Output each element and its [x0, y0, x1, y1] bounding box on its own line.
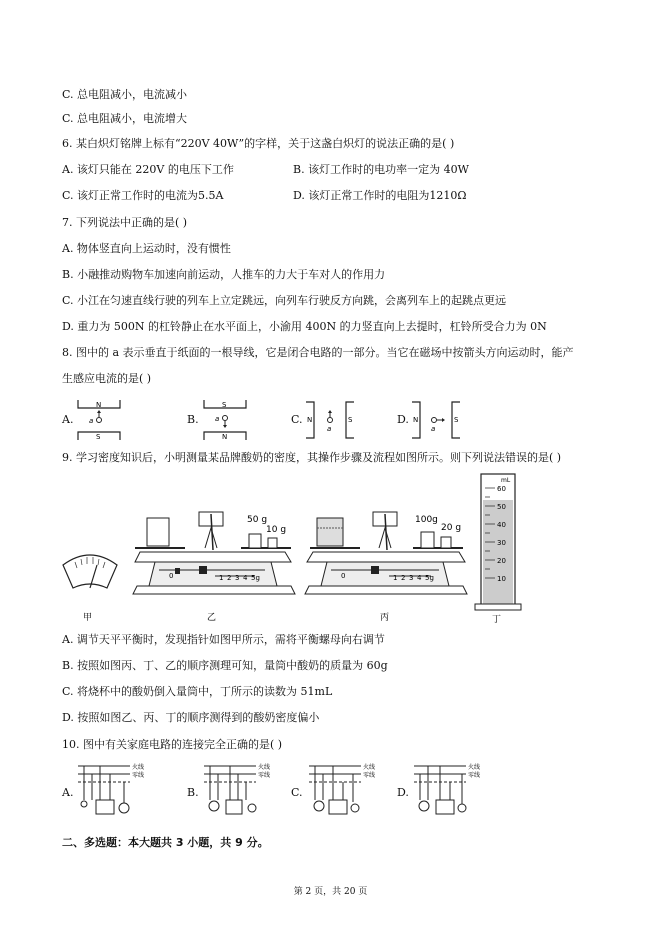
q9-stem: 9. 学习密度知识后，小明测量某品牌酸奶的密度，其操作步骤及流程如图所示。则下列说法错误的是( )	[62, 451, 562, 464]
svg-text:2: 2	[401, 574, 406, 582]
q8-figure-c	[304, 398, 356, 442]
q7-option-c: C. 小江在匀速直线行驶的列车上立定跳远，向列车行驶反方向跳，会离列车上的起跳点更远	[62, 294, 507, 307]
svg-text:50: 50	[497, 503, 506, 511]
svg-text:10: 10	[497, 575, 506, 583]
q8-label-b: B.	[187, 413, 199, 426]
q9-option-d: D. 按照如图乙、丙、丁的顺序测得到的酸奶密度偏小	[62, 711, 320, 724]
q8-figure-b	[200, 398, 252, 442]
q9-option-b: B. 按照如图丙、丁、乙的顺序测理可知，量筒中酸奶的质量为 60g	[62, 659, 388, 672]
section-heading-multiple-choice: 二、多选题：本大题共 3 小题，共 9 分。	[62, 836, 269, 849]
svg-text:甲: 甲	[83, 613, 93, 623]
q6-stem: 6. 某白炽灯铭牌上标有“220V 40W”的字样，关于这盏白炽灯的说法正确的是( )	[62, 137, 455, 150]
graduated-cylinder	[475, 474, 521, 625]
svg-text:a: a	[215, 415, 220, 423]
page-footer: 第 2 页，共 20 页	[293, 887, 368, 897]
svg-text:零线: 零线	[363, 772, 376, 779]
svg-text:N: N	[222, 433, 228, 441]
svg-text:零线: 零线	[258, 772, 271, 779]
q6-option-d: D. 该灯正常工作时的电阻为1210Ω	[293, 189, 467, 202]
svg-text:N: N	[96, 401, 102, 409]
svg-text:N: N	[307, 416, 313, 424]
q7-stem: 7. 下列说法中正确的是( )	[62, 216, 188, 229]
svg-text:10 g: 10 g	[266, 525, 287, 535]
q8-stem-cont: 生感应电流的是( )	[62, 372, 152, 385]
svg-text:1: 1	[219, 574, 224, 582]
q10-circuit-d	[410, 760, 496, 820]
q6-option-a: A. 该灯只能在 220V 的电压下工作	[62, 163, 234, 176]
q10-circuit-c	[305, 760, 391, 820]
svg-text:5g: 5g	[251, 574, 260, 582]
svg-text:火线: 火线	[258, 764, 271, 771]
q10-label-a: A.	[62, 786, 74, 799]
svg-text:零线: 零线	[468, 772, 481, 779]
svg-text:S: S	[454, 416, 459, 424]
svg-text:a: a	[89, 417, 94, 425]
balance-yi	[133, 512, 295, 623]
svg-text:100g: 100g	[415, 515, 438, 525]
svg-text:3: 3	[235, 574, 240, 582]
svg-text:4: 4	[417, 574, 422, 582]
q9-option-a: A. 调节天平平衡时，发现指针如图甲所示，需将平衡螺母向右调节	[62, 633, 385, 646]
svg-text:4: 4	[243, 574, 248, 582]
q5-option-c: C. 总电阻减小，电流减小	[62, 88, 188, 101]
svg-text:0: 0	[341, 572, 346, 580]
q10-circuit-a	[74, 760, 160, 820]
q8-label-a: A.	[62, 413, 74, 426]
svg-text:火线: 火线	[363, 764, 376, 771]
q7-option-d: D. 重力为 500N 的杠铃静止在水平面上，小渝用 400N 的力竖直向上去提时，杠铃所受合力为 0N	[62, 320, 547, 333]
svg-text:5g: 5g	[425, 574, 434, 582]
balance-bing	[305, 512, 467, 623]
svg-text:60: 60	[497, 485, 506, 493]
q10-label-b: B.	[187, 786, 199, 799]
svg-text:零线: 零线	[132, 772, 145, 779]
svg-text:30: 30	[497, 539, 506, 547]
q10-stem: 10. 图中有关家庭电路的连接完全正确的是( )	[62, 738, 283, 751]
dial-figure	[63, 555, 117, 623]
q8-figure-d	[410, 398, 462, 442]
svg-text:S: S	[222, 401, 227, 409]
svg-text:乙: 乙	[207, 613, 217, 623]
q5-option-d: C. 总电阻减小，电流增大	[62, 112, 188, 125]
svg-text:a: a	[327, 425, 332, 433]
svg-text:20: 20	[497, 557, 506, 565]
svg-text:20 g: 20 g	[441, 523, 462, 533]
q9-option-c: C. 将烧杯中的酸奶倒入量筒中，丁所示的读数为 51mL	[62, 685, 333, 698]
q8-figure-a	[74, 398, 126, 442]
svg-text:N: N	[413, 416, 419, 424]
svg-text:S: S	[348, 416, 353, 424]
q7-option-a: A. 物体竖直向上运动时，没有惯性	[62, 242, 231, 255]
q10-label-d: D.	[397, 786, 409, 799]
q9-figure	[55, 470, 615, 630]
svg-text:40: 40	[497, 521, 506, 529]
svg-text:丙: 丙	[380, 613, 390, 623]
q8-stem: 8. 图中的 a 表示垂直于纸面的一根导线，它是闭合电路的一部分。当它在磁场中按箭头方向运动时，能产	[62, 346, 574, 359]
svg-text:S: S	[96, 433, 101, 441]
q8-label-c: C.	[291, 413, 303, 426]
svg-text:0: 0	[169, 572, 174, 580]
q6-option-b: B. 该灯工作时的电功率一定为 40W	[293, 163, 469, 176]
svg-text:50 g: 50 g	[247, 515, 268, 525]
svg-text:mL: mL	[501, 477, 511, 484]
q6-option-c: C. 该灯正常工作时的电流为5.5A	[62, 189, 224, 202]
q7-option-b: B. 小融推动购物车加速向前运动，人推车的力大于车对人的作用力	[62, 268, 386, 281]
q10-circuit-b	[200, 760, 286, 820]
svg-text:3: 3	[409, 574, 414, 582]
q10-label-c: C.	[291, 786, 303, 799]
q8-label-d: D.	[397, 413, 409, 426]
svg-text:1: 1	[393, 574, 398, 582]
svg-text:火线: 火线	[132, 764, 145, 771]
svg-text:丁: 丁	[492, 615, 502, 625]
svg-text:a: a	[431, 425, 436, 433]
svg-text:火线: 火线	[468, 764, 481, 771]
svg-text:2: 2	[227, 574, 232, 582]
